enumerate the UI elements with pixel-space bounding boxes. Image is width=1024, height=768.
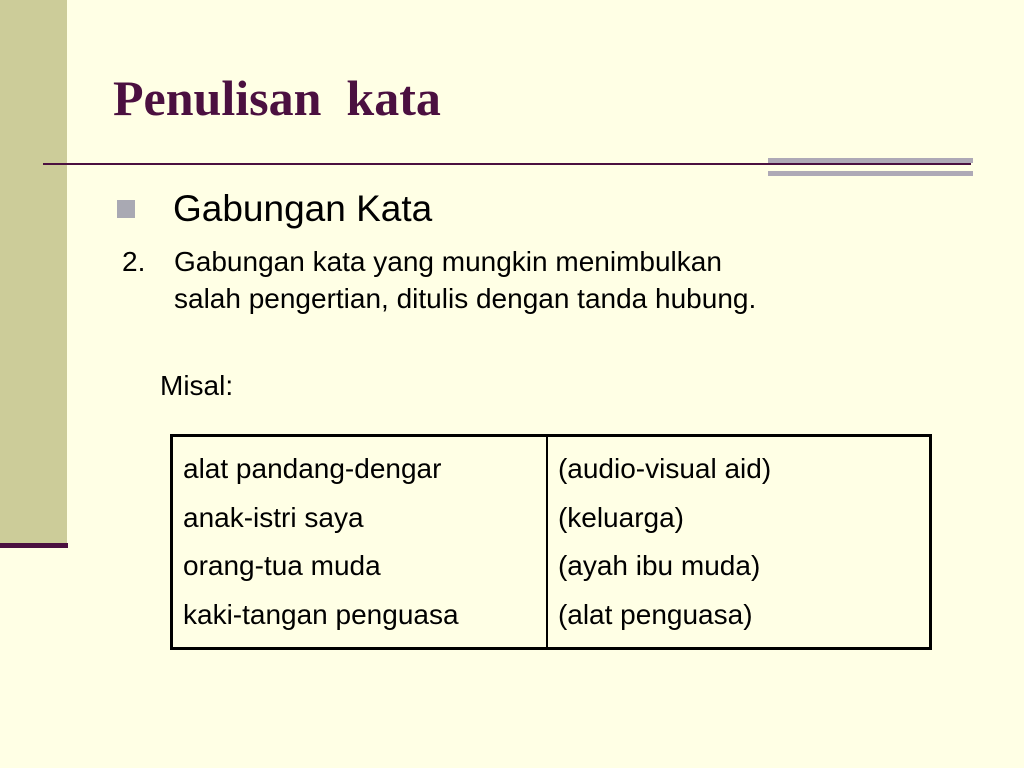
example-label: Misal: [160,370,234,401]
meaning-column [547,436,931,649]
divider-accent [768,158,973,178]
divider-accent-bar [768,171,973,176]
meaning-cell: (keluarga) [557,501,684,533]
phrase-column [172,436,547,649]
paragraph-line-1 [122,243,756,280]
numbered-paragraph [122,243,756,317]
bullet-heading: Gabungan Kata [173,188,433,229]
paragraph-text-2: salah pengertian, ditulis dengan tanda hubung. [174,283,757,314]
phrase-cell: anak-istri saya [183,501,364,533]
slide-title: Penulisan kata [113,70,441,126]
meaning-cell: (ayah ibu muda) [557,550,761,581]
examples-table [170,434,932,650]
table-row [172,436,931,649]
meaning-cell: (audio-visual aid) [557,453,772,484]
divider-accent-bar [768,158,973,163]
side-decor-band [0,0,67,545]
phrase-cell: orang-tua muda [183,550,381,581]
paragraph-text-1: Gabungan kata yang mungkin menimbulkan [174,246,722,277]
phrase-cell: kaki-tangan penguasa [183,598,459,630]
meaning-cell: (alat penguasa) [557,598,753,630]
phrase-cell: alat pandang-dengar [183,453,442,484]
side-decor-line [0,543,68,548]
paragraph-number: 2. [122,246,146,277]
square-bullet-icon [117,200,135,218]
